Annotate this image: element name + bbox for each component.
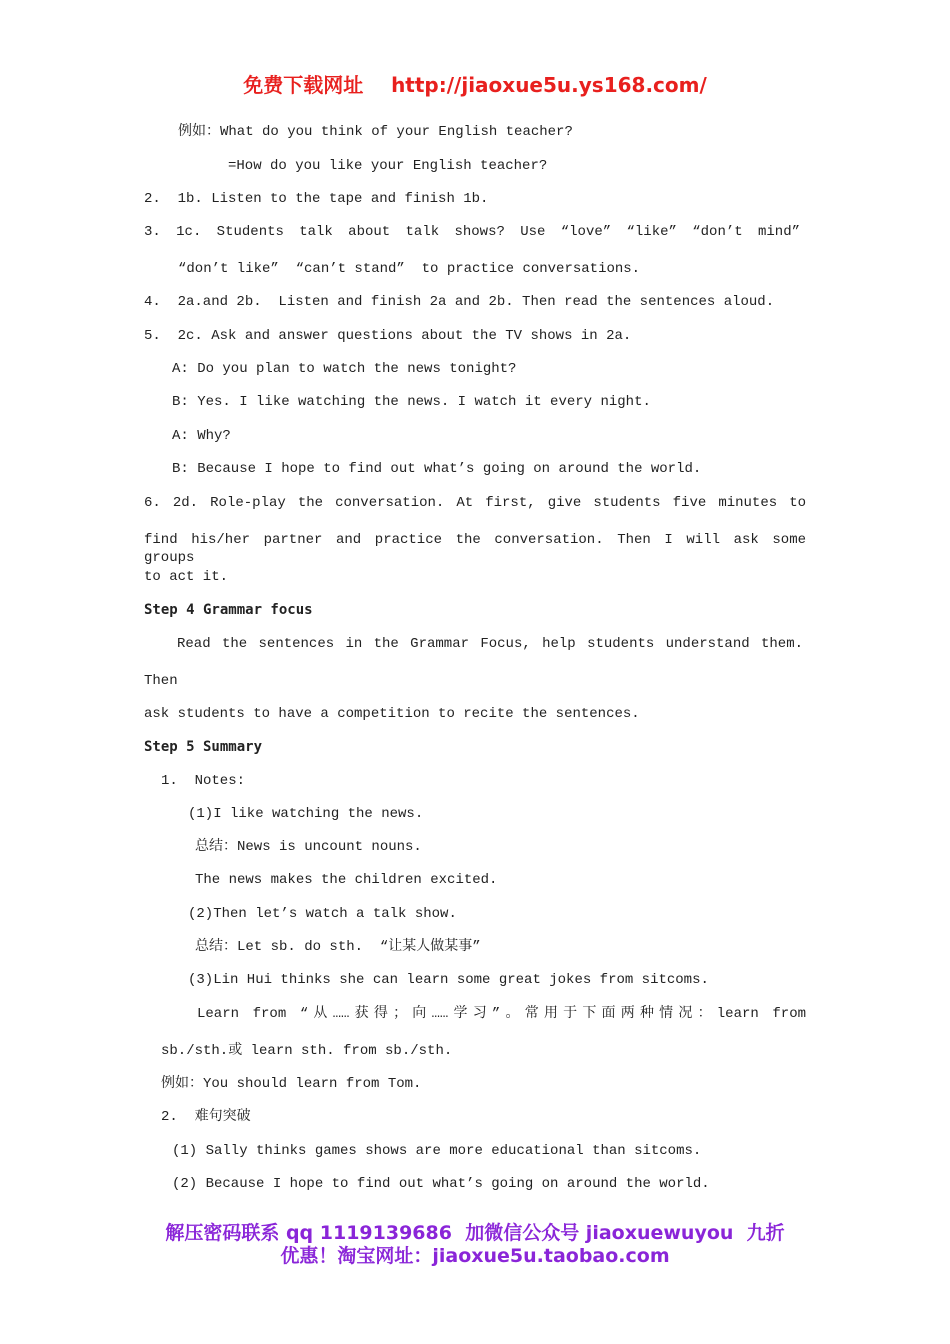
footer-line-1: 解压密码联系 qq 1119139686 加微信公众号 jiaoxuewuyou 九折 — [165, 1222, 785, 1244]
example-line: =How do you like your English teacher? — [228, 158, 548, 174]
step-item: 6. 2d. Role-play the conversation. At first, give students five minutes to — [144, 495, 806, 511]
header-url[interactable]: http://jiaoxue5u.ys168.com/ — [391, 73, 707, 97]
step-item-cont: to act it. — [144, 569, 229, 585]
note-summary: sb./sth.或 learn sth. from sb./sth. — [161, 1043, 453, 1059]
step-item-cont: find his/her partner and practice the conversation. Then I will ask some groups — [144, 532, 806, 566]
notes-heading: 1. Notes: — [161, 773, 246, 789]
section-heading: Step 4 Grammar focus — [144, 602, 313, 618]
sentence-item: (2) Because I hope to find out what’s going on around the world. — [172, 1176, 710, 1192]
note-summary: 总结：News is uncount nouns. — [195, 839, 422, 855]
note-item: (1)I like watching the news. — [188, 806, 424, 822]
step-item: 2. 1b. Listen to the tape and finish 1b. — [144, 191, 489, 207]
notes-heading: 2. 难句突破 — [161, 1109, 251, 1125]
paragraph-line: ask students to have a competition to recite the sentences. — [144, 706, 640, 722]
header-banner — [0, 69, 950, 98]
paragraph-line: Then — [144, 673, 178, 689]
note-item: (2)Then let’s watch a talk show. — [188, 906, 457, 922]
note-item: (3)Lin Hui thinks she can learn some great jokes from sitcoms. — [188, 972, 709, 988]
note-summary: 总结：Let sb. do sth. “让某人做某事” — [195, 939, 481, 955]
dialogue-line: B: Because I hope to find out what’s going on around the world. — [172, 461, 702, 477]
step-item-cont: “don’t like” “can’t stand” to practice conversations. — [178, 261, 641, 277]
step-item: 5. 2c. Ask and answer questions about the TV shows in 2a. — [144, 328, 632, 344]
dialogue-line: B: Yes. I like watching the news. I watch it every night. — [172, 394, 651, 410]
step-item: 3. 1c. Students talk about talk shows? Use “love” “like” “don’t mind” — [144, 224, 800, 240]
dialogue-line: A: Why? — [172, 428, 231, 444]
header-label: 免费下载网址 — [243, 73, 364, 97]
section-heading: Step 5 Summary — [144, 739, 263, 755]
paragraph-line: Read the sentences in the Grammar Focus, help students understand them. — [177, 636, 803, 652]
note-summary: The news makes the children excited. — [195, 872, 498, 888]
example-line: 例如：What do you think of your English teacher? — [178, 124, 573, 140]
example-line: 例如：You should learn from Tom. — [161, 1076, 422, 1092]
step-item: 4. 2a.and 2b. Listen and finish 2a and 2b. Then read the sentences aloud. — [144, 294, 775, 310]
footer-line-2: 优惠！淘宝网址：jiaoxue5u.taobao.com — [280, 1245, 670, 1267]
sentence-item: (1) Sally thinks games shows are more educational than sitcoms. — [172, 1143, 702, 1159]
note-summary: Learn from “从……获得；向……学习”。常用于下面两种情况：learn from — [197, 1006, 806, 1022]
dialogue-line: A: Do you plan to watch the news tonight? — [172, 361, 517, 377]
